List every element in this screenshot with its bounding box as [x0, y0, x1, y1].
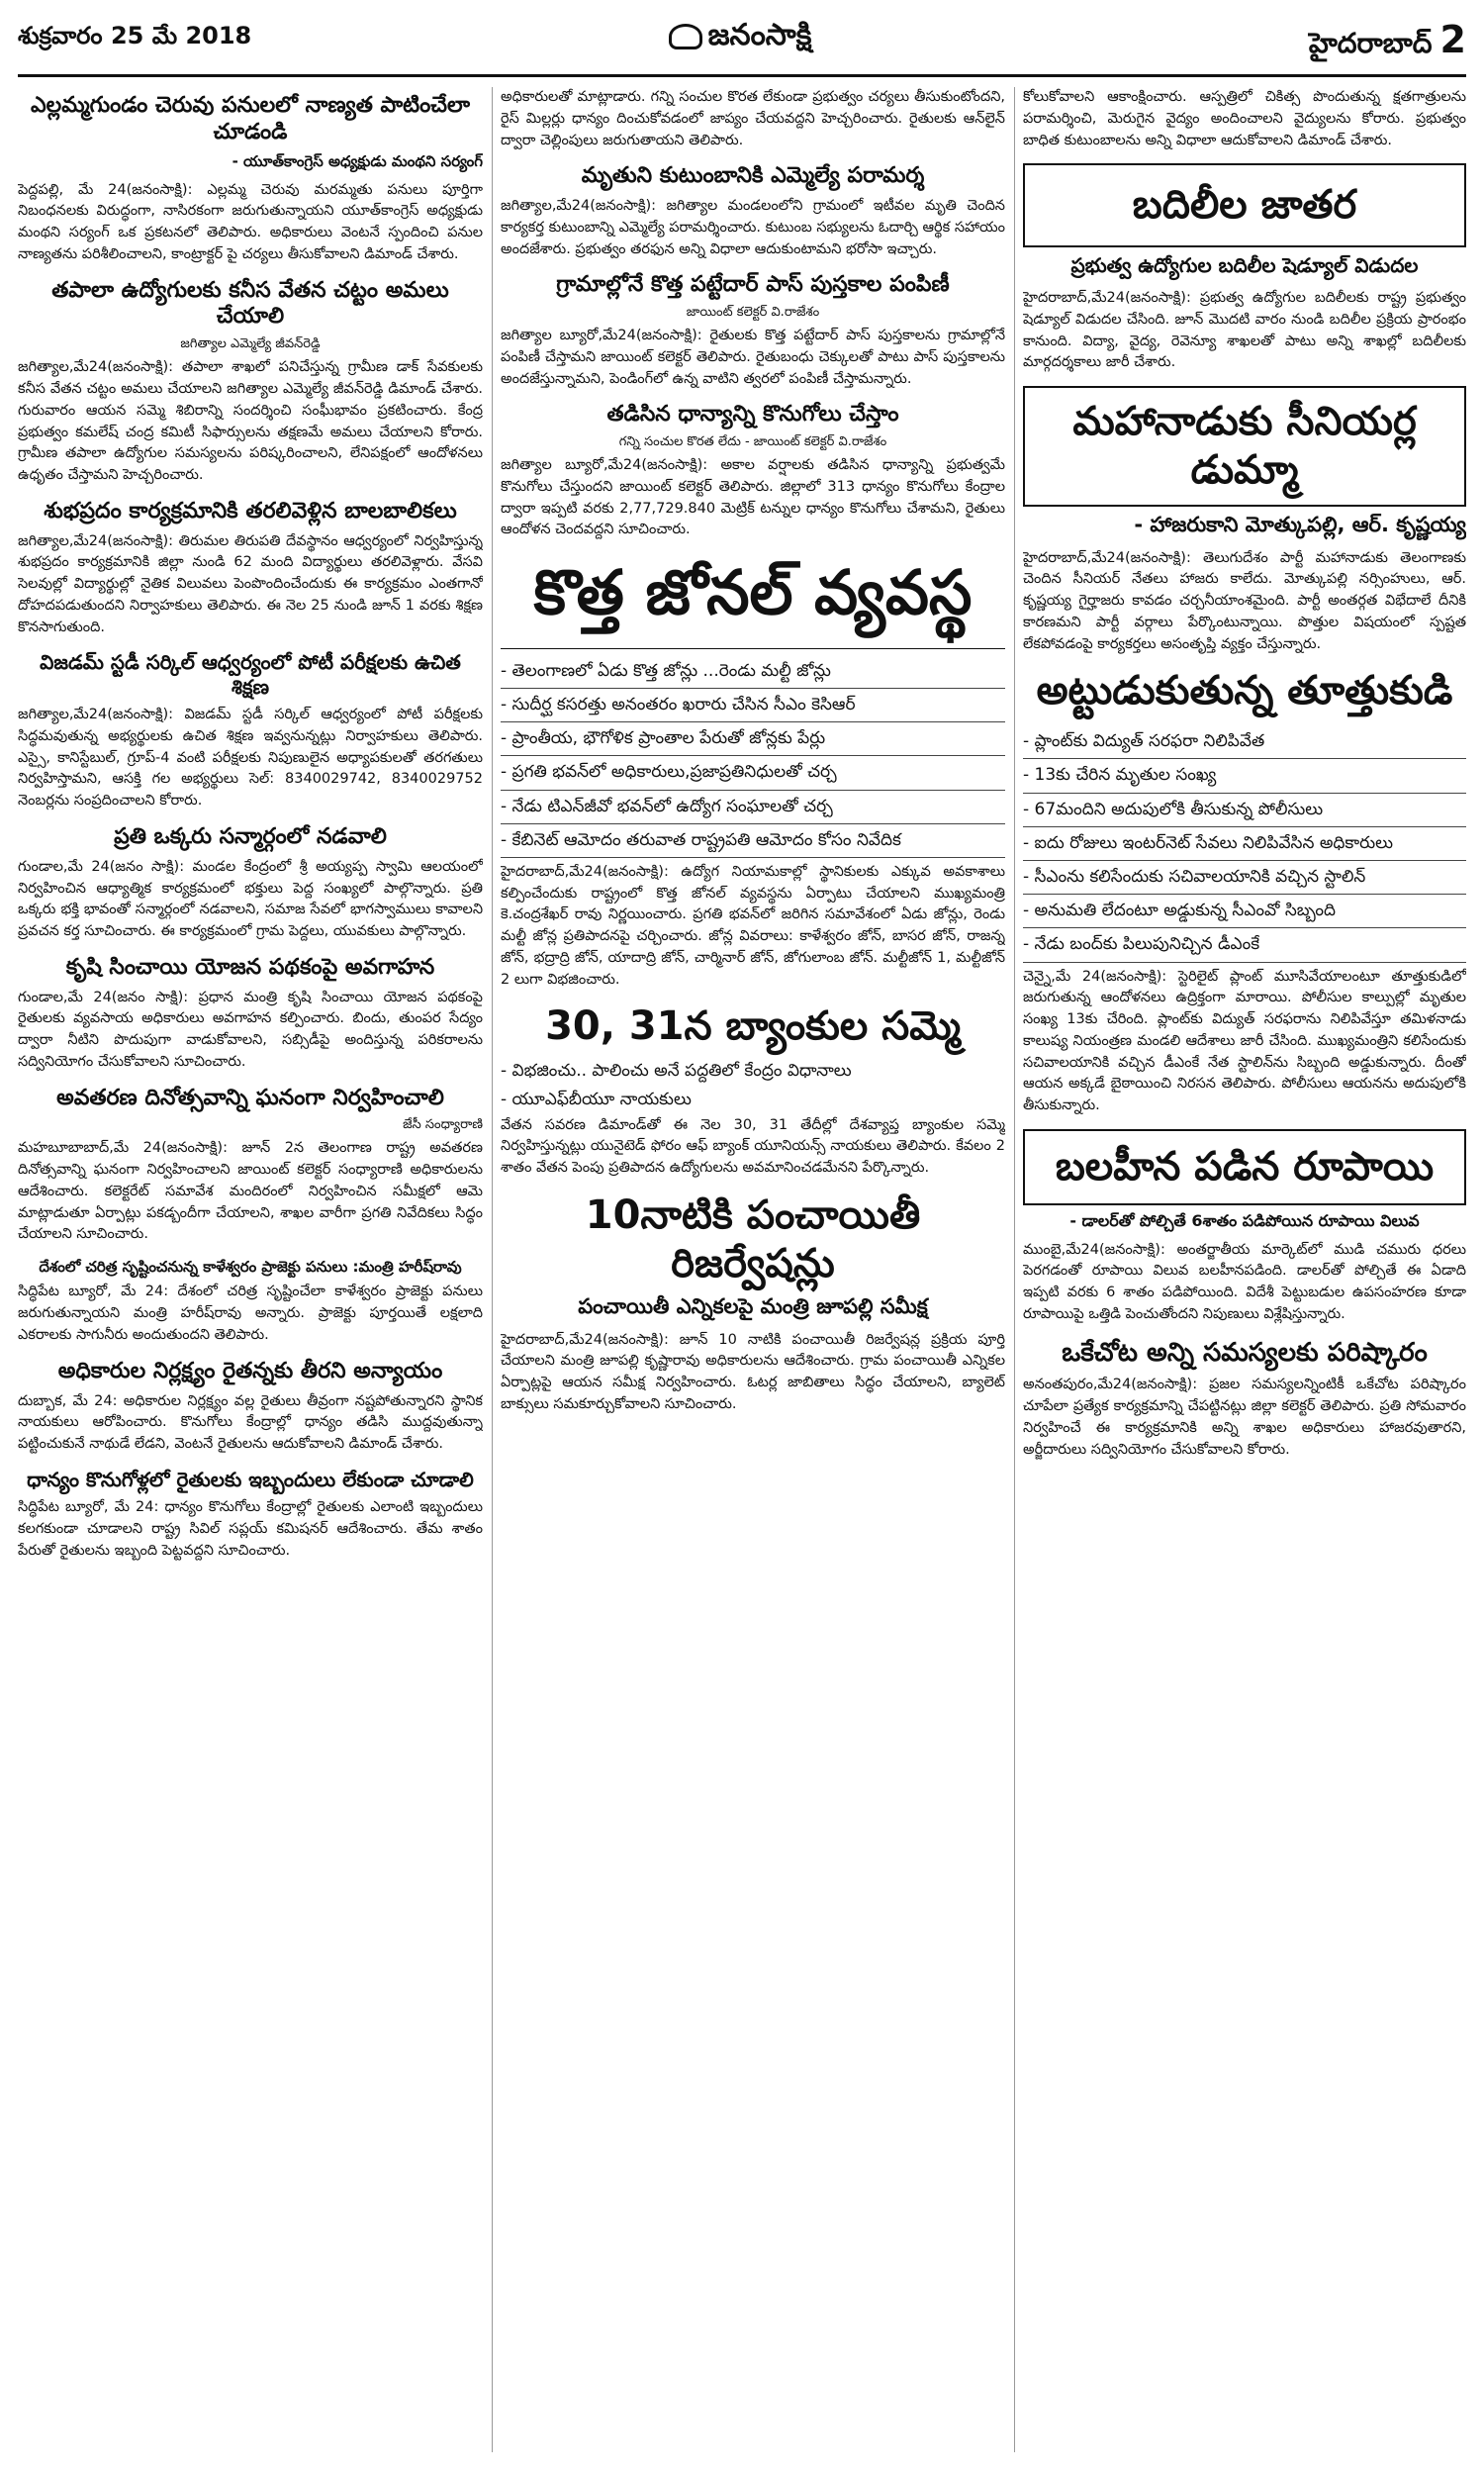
article-panchayat-reservations — [501, 1191, 1005, 1416]
issue-date: శుక్రవారం 25 మే 2018 — [18, 22, 252, 49]
article-body: గుండాల,మే 24(జనం సాక్షి): ప్రధాన మంత్రి కృషి సించాయి యోజన పథకంపై రైతులకు వ్యవసాయ అధికారులు అవగాహన కల్పించారు. బిందు, తుంపర సేద్యం ద్వారా నీటిని పొదుపుగా వాడుకోవాలని, సబ్సిడీపై అందిస్తున్న పరికరాలను సద్వినియోగం చేసుకోవాలని సూచించారు. — [18, 989, 483, 1070]
bullet-point: - ఐదు రోజులు ఇంటర్‌నెట్ సేవలు నిలిపివేసిన అధికారులు — [1023, 827, 1466, 861]
article-subhead: - యూత్‌కాంగ్రెస్ అధ్యక్షుడు మంథని సర్యంగ్ — [232, 151, 483, 170]
column-right — [1023, 87, 1466, 2452]
logo-emblem-icon — [669, 24, 702, 49]
article-headline: 30, 31న బ్యాంకుల సమ్మె — [545, 1003, 961, 1050]
page-number: 2 — [1439, 18, 1466, 61]
bullet-point: - సీఎంను కలిసేందుకు సచివాలయానికి వచ్చిన స్టాలిన్ — [1023, 861, 1466, 895]
article-body: వేతన సవరణ డిమాండ్‌తో ఈ నెల 30, 31 తేదీల్లో దేశవ్యాప్త బ్యాంకుల సమ్మె నిర్వహిస్తున్నట్లు యునైటెడ్ ఫోరం ఆఫ్ బ్యాంక్ యూనియన్స్ నాయకులు తెలిపారు. కేవలం 2 శాతం వేతన పెంపు ప్రతిపాదన ఉద్యోగులను అవమానించడమేనని పేర్కొన్నారు. — [501, 1116, 1005, 1177]
article-headline: అధికారుల నిర్లక్ష్యం రైతన్నకు తీరని అన్యాయం — [57, 1358, 443, 1383]
column-center — [501, 87, 1005, 2452]
column-left — [18, 87, 483, 2452]
article-headline: ధాన్యం కొనుగోళ్లలో రైతులకు ఇబ్బందులు లేకుండా చూడాలి — [27, 1467, 474, 1491]
article-body: సిద్ధిపేట బ్యూరో, మే 24: ధాన్యం కొనుగోలు కేంద్రాల్లో రైతులకు ఎలాంటి ఇబ్బందులు కలగకుండా చూడాలని రాష్ట్ర సివిల్ సప్లయ్ కమిషనర్ ఆదేశించారు. తేమ శాతం పేరుతో రైతులను ఇబ్బంది పెట్టవద్దని సూచించారు. — [18, 1499, 483, 1559]
article-continued — [1023, 87, 1466, 151]
article-headline: 10నాటికి పంచాయితీ రిజర్వేషన్లు — [585, 1191, 921, 1286]
article-body: జగిత్యాల,మే24(జనంసాక్షి): తిరుమల తిరుపతి దేవస్థానం ఆధ్వర్యంలో నిర్వహిస్తున్న శుభప్రదం కార్యక్రమానికి జిల్లా నుండి 62 మంది విద్యార్థులు తరలివెళ్లారు. వేసవి సెలవుల్లో విద్యార్థుల్లో నైతిక విలువలు పెంపొందించేందుకు ఈ కార్యక్రమం ఎంతగానో దోహదపడుతుందని నిర్వాహకులు తెలిపారు. ఈ నెల 25 నుండి జూన్ 1 వరకు శిక్షణ కొనసాగుతుంది. — [18, 532, 483, 635]
article-body: చెన్నై,మే 24(జనంసాక్షి): స్టెరిలైట్ ప్లాంట్ మూసివేయాలంటూ తూత్తుకుడిలో జరుగుతున్న ఆందోళనలు ఉద్రిక్తంగా మారాయి. పోలీసుల కాల్పుల్లో మృతుల సంఖ్య 13కు చేరింది. ప్లాంట్‌కు విద్యుత్ సరఫరాను నిలిపివేస్తూ తమిళనాడు కాలుష్య నియంత్రణ మండలి ఆదేశాలు జారీ చేసింది. ముఖ్యమంత్రిని కలిసేందుకు సచివాలయానికి వచ్చిన డీఎంకే నేత స్టాలిన్‌ను సిబ్బంది అడ్డుకున్నారు. దీంతో ఆయన అక్కడే బైఠాయించి నిరసన తెలిపారు. పోలీసులు ఆయనను అదుపులోకి తీసుకున్నారు. — [1023, 968, 1466, 1113]
bullet-point: - నేడు టిఎన్‌జీవో భవన్‌లో ఉద్యోగ సంఘాలతో చర్చ — [501, 791, 1005, 824]
article-subhead: పంచాయితీ ఎన్నికలపై మంత్రి జూపల్లి సమీక్ష — [578, 1293, 928, 1318]
bullet-point: - తెలంగాణలో ఏడు కొత్త జోన్లు ...రెండు మల్టీ జోన్లు — [501, 655, 1005, 689]
bullet-point: - ప్రగతి భవన్‌లో అధికారులు,ప్రజాప్రతినిధులతో చర్చ — [501, 756, 1005, 790]
article-headline: కృషి సించాయి యోజన పథకంపై అవగాహన — [65, 954, 435, 980]
article-body: గుండాల,మే 24(జనం సాక్షి): మండల కేంద్రంలో శ్రీ అయ్యప్ప స్వామి ఆలయంలో నిర్వహించిన ఆధ్యాత్మిక కార్యక్రమంలో భక్తులు పెద్ద సంఖ్యలో పాల్గొన్నారు. ప్రతి ఒక్కరు భక్తి భావంతో సన్మార్గంలో నడవాలని, సమాజ సేవలో భాగస్వాములు కావాలని ప్రవచన కర్త సూచించారు. ఈ కార్యక్రమంలో గ్రామ పెద్దలు, యువకులు పాల్గొన్నారు. — [18, 858, 483, 939]
article-kaleshwaram — [18, 1258, 483, 1347]
newspaper-logo — [572, 18, 908, 59]
masthead — [18, 14, 1466, 77]
article-byline: జాయింట్ కలెక్టర్ వి.రాజేశం — [686, 305, 820, 321]
bullet-point: - సుదీర్ఘ కసరత్తు అనంతరం ఖరారు చేసిన సీఎం కెసిఆర్ — [501, 689, 1005, 722]
article-formation-day — [18, 1086, 483, 1247]
article-continued — [501, 87, 1005, 151]
edition-city: హైదరాబాద్ — [1308, 27, 1433, 59]
article-body: హైదరాబాద్,మే24(జనంసాక్షి): జూన్ 10 నాటికి పంచాయితీ రిజర్వేషన్ల ప్రక్రియ పూర్తి చేయాలని మంత్రి జూపల్లి కృష్ణారావు అధికారులను ఆదేశించారు. గ్రామ పంచాయితీ ఎన్నికల ఏర్పాట్లపై ఆయన సమీక్ష నిర్వహించారు. ఓటర్ల జాబితాలు సిద్ధం చేయాలని, బ్యాలెట్ బాక్సులు సమకూర్చుకోవాలని సూచించారు. — [501, 1331, 1005, 1412]
article-one-stop-solution — [1023, 1338, 1466, 1462]
article-pass-books — [501, 272, 1005, 390]
article-headline: మృతుని కుటుంబానికి ఎమ్మెల్యే పరామర్శ — [581, 163, 925, 189]
article-ellammagundam — [18, 93, 483, 266]
article-headline: దేశంలో చరిత్ర సృష్టించనున్న కాళేశ్వరం ప్రాజెక్టు పనులు :మంత్రి హరీష్‌రావు — [39, 1258, 462, 1277]
article-headline: ఒకేచోట అన్ని సమస్యలకు పరిష్కారం — [1062, 1337, 1428, 1368]
article-headline: ప్రతి ఒక్కరు సన్మార్గంలో నడవాలి — [114, 823, 387, 849]
edition-info — [1309, 18, 1466, 66]
article-shubhapradam — [18, 499, 483, 639]
article-headline: శుభప్రదం కార్యక్రమానికి తరలివెళ్లిన బాలబాలికలు — [44, 498, 457, 524]
article-subhead: ప్రభుత్వ ఉద్యోగుల బదిలీల షెడ్యూల్ విడుదల — [1070, 253, 1419, 278]
article-thoothukudi — [1023, 667, 1466, 1116]
article-byline: గన్ని సంచుల కొరత లేదు - జాయింట్ కలెక్టర్ వి.రాజేశం — [618, 434, 887, 450]
article-body: హైదరాబాద్,మే24(జనంసాక్షి): ఉద్యోగ నియామకాల్లో స్థానికులకు ఎక్కువ అవకాశాలు కల్పించేందుకు రాష్ట్రంలో కొత్త జోనల్ వ్యవస్థను ఏర్పాటు చేయాలని ముఖ్యమంత్రి కె.చంద్రశేఖర్ రావు నిర్ణయించారు. ప్రగతి భవన్‌లో జరిగిన సమావేశంలో ఏడు జోన్లు, రెండు మల్టీ జోన్ల ప్రతిపాదనపై చర్చించారు. జోన్ల వివరాలు: కాళేశ్వరం జోన్, బాసర జోన్, రాజన్న జోన్, భద్రాద్రి జోన్, యాదాద్రి జోన్, చార్మినార్ జోన్, జోగులాంబ జోన్. మల్టీజోన్ 1, మల్టీజోన్ 2 లుగా విభజించారు. — [501, 863, 1005, 988]
article-body: హైదరాబాద్,మే24(జనంసాక్షి): తెలుగుదేశం పార్టీ మహానాడుకు తెలంగాణకు చెందిన సీనియర్ నేతలు హాజరు కాలేదు. మోత్కుపల్లి నర్సింహులు, ఆర్. కృష్ణయ్య గైర్హాజరు కావడం చర్చనీయాంశమైంది. పార్టీ అంతర్గత విభేదాలే దీనికి కారణమని పార్టీ వర్గాలు పేర్కొంటున్నాయి. పొత్తుల విషయంలో స్పష్టత లేకపోవడంపై కార్యకర్తలు అసంతృప్తి వ్యక్తం చేస్తున్నారు. — [1023, 549, 1466, 652]
article-grain-purchase — [18, 1468, 483, 1563]
article-body: కోలుకోవాలని ఆకాంక్షించారు. ఆస్పత్రిలో చికిత్స పొందుతున్న క్షతగాత్రులను పరామర్శించి, మెరుగైన వైద్యం అందించాలని వైద్యులను కోరారు. ప్రభుత్వం బాధిత కుటుంబాలను అన్ని విధాలా ఆదుకోవాలని డిమాండ్ చేశారు. — [1023, 89, 1466, 148]
article-body: అధికారులతో మాట్లాడారు. గన్ని సంచుల కొరత లేకుండా ప్రభుత్వం చర్యలు తీసుకుంటోందని, రైస్ మిల్లర్లు ధాన్యం దించుకోవడంలో జాప్యం చేయవద్దని హెచ్చరించారు. రైతులకు ఆన్‌లైన్ ద్వారా చెల్లింపులు జరుగుతాయని తెలిపారు. — [501, 89, 1005, 148]
article-byline: జేసీ సంధ్యారాణి — [403, 1117, 483, 1133]
article-headline: బలహీన పడిన రూపాయి — [1023, 1129, 1466, 1205]
article-mahanadu — [1023, 386, 1466, 655]
article-body: దుబ్బాక, మే 24: అధికారుల నిర్లక్ష్యం వల్ల రైతులు తీవ్రంగా నష్టపోతున్నారని స్థానిక నాయకులు ఆరోపించారు. కొనుగోలు కేంద్రాల్లో ధాన్యం తడిసి ముద్దవుతున్నా పట్టించుకునే నాథుడే లేడని, వెంటనే రైతులను ఆదుకోవాలని డిమాండ్ చేశారు. — [18, 1392, 483, 1453]
bullet-point: - 13కు చేరిన మృతుల సంఖ్య — [1023, 759, 1466, 793]
article-byline: జగిత్యాల ఎమ్మెల్యే జీవన్‌రెడ్డి — [180, 336, 321, 352]
article-transfers — [1023, 163, 1466, 374]
article-body: సిద్ధిపేట బ్యూరో, మే 24: దేశంలో చరిత్ర సృష్టించేలా కాళేశ్వరం ప్రాజెక్టు పనులు జరుగుతున్నాయని మంత్రి హరీష్‌రావు అన్నారు. ప్రాజెక్టు పూర్తయితే లక్షలాది ఎకరాలకు సాగునీరు అందుతుందని తెలిపారు. — [18, 1284, 483, 1343]
article-headline: అట్టుడుకుతున్న తూత్తుకుడి — [1036, 668, 1453, 714]
column-divider — [1014, 87, 1015, 2452]
bullet-point: - ప్రాంతీయ, భౌగోళిక ప్రాంతాల పేరుతో జోన్లకు పేర్లు — [501, 722, 1005, 756]
article-bank-strike — [501, 1002, 1005, 1179]
logo-text: జనంసాక్షి — [707, 18, 812, 52]
bullet-point: - నేడు బంద్‌కు పిలుపునిచ్చిన డీఎంకే — [1023, 928, 1466, 962]
article-body: జగిత్యాల,మే24(జనంసాక్షి): జగిత్యాల మండలంలోని గ్రామంలో ఇటీవల మృతి చెందిన కార్యకర్త కుటుంబాన్ని ఎమ్మెల్యే పరామర్శించారు. కుటుంబ సభ్యులను ఓదార్చి ఆర్థిక సహాయం అందజేశారు. ప్రభుత్వం తరఫున అన్ని విధాలా ఆదుకుంటామని భరోసా ఇచ్చారు. — [501, 198, 1005, 257]
article-body: ముంబై,మే24(జనంసాక్షి): అంతర్జాతీయ మార్కెట్‌లో ముడి చమురు ధరలు పెరగడంతో రూపాయి విలువ బలహీనపడింది. డాలర్‌తో పోల్చితే ఈ ఏడాది ఇప్పటి వరకు 6 శాతం పడిపోయింది. విదేశీ పెట్టుబడుల ఉపసంహరణ కూడా రూపాయిపై ఒత్తిడి పెంచుతోందని నిపుణులు విశ్లేషిస్తున్నారు. — [1023, 1241, 1466, 1322]
article-headline: బదిలీల జాతర — [1023, 163, 1466, 247]
article-rupee — [1023, 1129, 1466, 1326]
article-body: అనంతపురం,మే24(జనంసాక్షి): ప్రజల సమస్యలన్నింటికీ ఒకేచోట పరిష్కారం చూపేలా ప్రత్యేక కార్యక్రమాన్ని చేపట్టినట్లు జిల్లా కలెక్టర్ తెలిపారు. ప్రతి సోమవారం నిర్వహించే ఈ కార్యక్రమానికి అన్ని శాఖల అధికారులు హాజరవుతారని, అర్జీదారులు సద్వినియోగం చేసుకోవాలని కోరారు. — [1023, 1377, 1466, 1458]
article-body: పెద్దపల్లి, మే 24(జనంసాక్షి): ఎల్లమ్మ చెరువు మరమ్మతు పనులు పూర్తిగా నిబంధనలకు విరుద్ధంగా, నాసిరకంగా జరుగుతున్నాయని యూత్‌కాంగ్రెస్ అధ్యక్షుడు మంథని సర్యంగ్ ఒక ప్రకటనలో తెలిపారు. అధికారులు వెంటనే స్పందించి పనుల నాణ్యతను పరిశీలించాలని, కాంట్రాక్టర్ పై చర్యలు తీసుకోవాలని డిమాండ్ చేశారు. — [18, 181, 483, 262]
article-headline: ఎల్లమ్మగుండం చెరువు పనులలో నాణ్యత పాటించేలా చూడండి — [30, 93, 471, 144]
article-wet-grain — [501, 402, 1005, 541]
article-subhead: - డాలర్‌తో పోల్చితే 6శాతం పడిపోయిన రూపాయి విలువ — [1069, 1210, 1420, 1230]
bullet-point: - ప్లాంట్‌కు విద్యుత్ సరఫరా నిలిపివేత — [1023, 725, 1466, 759]
article-wisdom-study-circle — [18, 650, 483, 812]
article-headline: తడిసిన ధాన్యాన్ని కొనుగోలు చేస్తాం — [606, 402, 899, 428]
article-headline: కొత్త జోనల్ వ్యవస్థ — [533, 556, 973, 629]
rule — [501, 648, 1005, 649]
article-body: హైదరాబాద్,మే24(జనంసాక్షి): ప్రభుత్వ ఉద్యోగుల బదిలీలకు రాష్ట్ర ప్రభుత్వం షెడ్యూల్ విడుదల చేసింది. జూన్ మొదటి వారం నుండి బదిలీల ప్రక్రియ ప్రారంభం కానుంది. విద్యా, వైద్య, రెవెన్యూ శాఖలతో పాటు అన్ని శాఖల్లో బదిలీలకు మార్గదర్శకాలు జారీ చేశారు. — [1023, 290, 1466, 371]
article-body: జగిత్యాల బ్యూరో,మే24(జనంసాక్షి): అకాల వర్షాలకు తడిసిన ధాన్యాన్ని ప్రభుత్వమే కొనుగోలు చేస్తుందని జాయింట్ కలెక్టర్ తెలిపారు. జిల్లాలో 313 ధాన్యం కొనుగోలు కేంద్రాల ద్వారా ఇప్పటి వరకు 2,77,729.840 మెట్రిక్ టన్నుల ధాన్యం కొనుగోలు చేశామని, రైతులు ఆందోళన చెందవద్దని సూచించారు. — [501, 457, 1005, 538]
article-zonal-system — [501, 555, 1005, 991]
bullet-point: - కేబినెట్ ఆమోదం తరువాత రాష్ట్రపతి ఆమోదం కోసం నివేదిక — [501, 824, 1005, 858]
article-headline: తపాలా ఉద్యోగులకు కనీస వేతన చట్టం అమలు చేయాలి — [51, 277, 449, 330]
bullet-point: - 67మందిని అదుపులోకి తీసుకున్న పోలీసులు — [1023, 794, 1466, 827]
article-body: మహబూబాబాద్,మే 24(జనంసాక్షి): జూన్ 2న తెలంగాణ రాష్ట్ర అవతరణ దినోత్సవాన్ని ఘనంగా నిర్వహించాలని జాయింట్ కలెక్టర్ సంధ్యారాణి అధికారులను ఆదేశించారు. కలెక్టరేట్ సమావేశ మందిరంలో నిర్వహించిన సమీక్షలో ఆమె మాట్లాడుతూ ఏర్పాట్లు పకడ్బందీగా చేయాలని, శాఖల వారీగా ప్రగతి నివేదికలు సిద్ధం చేయాలని సూచించారు. — [18, 1140, 483, 1243]
article-headline: మహానాడుకు సీనియర్ల డుమ్మా — [1023, 386, 1466, 507]
article-headline: గ్రామాల్లోనే కొత్త పట్టేదార్ పాస్ పుస్తకాల పంపిణీ — [556, 272, 950, 298]
article-krishi-sinchai — [18, 955, 483, 1074]
bullet-point: - విభజించు.. పాలించు అనే పద్దతిలో కేంద్రం విధానాలు — [501, 1061, 852, 1082]
article-mla-condolence — [501, 163, 1005, 260]
bullet-point: - యూఎఫ్‌బీయూ నాయకులు — [501, 1090, 692, 1110]
article-officials-negligence — [18, 1359, 483, 1456]
bullet-point: - అనుమతి లేదంటూ అడ్డుకున్న సీఎంవో సిబ్బంది — [1023, 895, 1466, 928]
article-headline: అవతరణ దినోత్సవాన్ని ఘనంగా నిర్వహించాలి — [56, 1085, 444, 1110]
article-subhead: - హాజరుకాని మోత్కుపల్లి, ఆర్. కృష్ణయ్య — [1134, 512, 1466, 536]
article-body: జగిత్యాల బ్యూరో,మే24(జనంసాక్షి): రైతులకు కొత్త పట్టేదార్ పాస్ పుస్తకాలను గ్రామాల్లోనే పంపిణీ చేస్తామని జాయింట్ కలెక్టర్ తెలిపారు. రైతుబంధు చెక్కులతో పాటు పాస్ పుస్తకాలను అందజేస్తున్నామని, పెండింగ్‌లో ఉన్న వాటిని త్వరలో పంపిణీ చేస్తామన్నారు. — [501, 328, 1005, 387]
newspaper-page — [18, 14, 1466, 2462]
article-headline: విజడమ్ స్టడీ సర్కిల్ ఆధ్వర్యంలో పోటీ పరీక్షలకు ఉచిత శిక్షణ — [40, 650, 461, 699]
column-divider — [492, 87, 493, 2452]
article-body: జగిత్యాల,మే24(జనంసాక్షి): తపాలా శాఖలో పనిచేస్తున్న గ్రామీణ డాక్ సేవకులకు కనీస వేతన చట్టం అమలు చేయాలని జగిత్యాల ఎమ్మెల్యే జీవన్‌రెడ్డి డిమాండ్ చేశారు. గురువారం ఆయన సమ్మె శిబిరాన్ని సందర్శించి సంఘీభావం ప్రకటించారు. కేంద్ర ప్రభుత్వం కమలేష్ చంద్ర కమిటీ సిఫార్సులను తక్షణమే అమలు చేయాలని కోరారు. గ్రామీణ తపాలా ఉద్యోగుల సమస్యలను పరిష్కరించాలని, లేనిపక్షంలో ఆందోళనలు ఉధృతం చేస్తామని హెచ్చరించారు. — [18, 359, 483, 484]
article-postal-wages — [18, 278, 483, 487]
article-body: జగిత్యాల,మే24(జనంసాక్షి): విజడమ్ స్టడీ సర్కిల్ ఆధ్వర్యంలో పోటీ పరీక్షలకు సిద్ధమవుతున్న అభ్యర్థులకు ఉచిత శిక్షణ ఇవ్వనున్నట్లు నిర్వాహకులు తెలిపారు. ఎస్సై, కానిస్టేబుల్, గ్రూప్-4 వంటి పరీక్షలకు నిపుణులైన అధ్యాపకులతో తరగతులు నిర్వహిస్తామని, ఆసక్తి గల అభ్యర్థులు సెల్: 8340029742, 8340029752 నెంబర్లను సంప్రదించాలని కోరారు. — [18, 707, 483, 809]
article-sanmargam — [18, 824, 483, 943]
